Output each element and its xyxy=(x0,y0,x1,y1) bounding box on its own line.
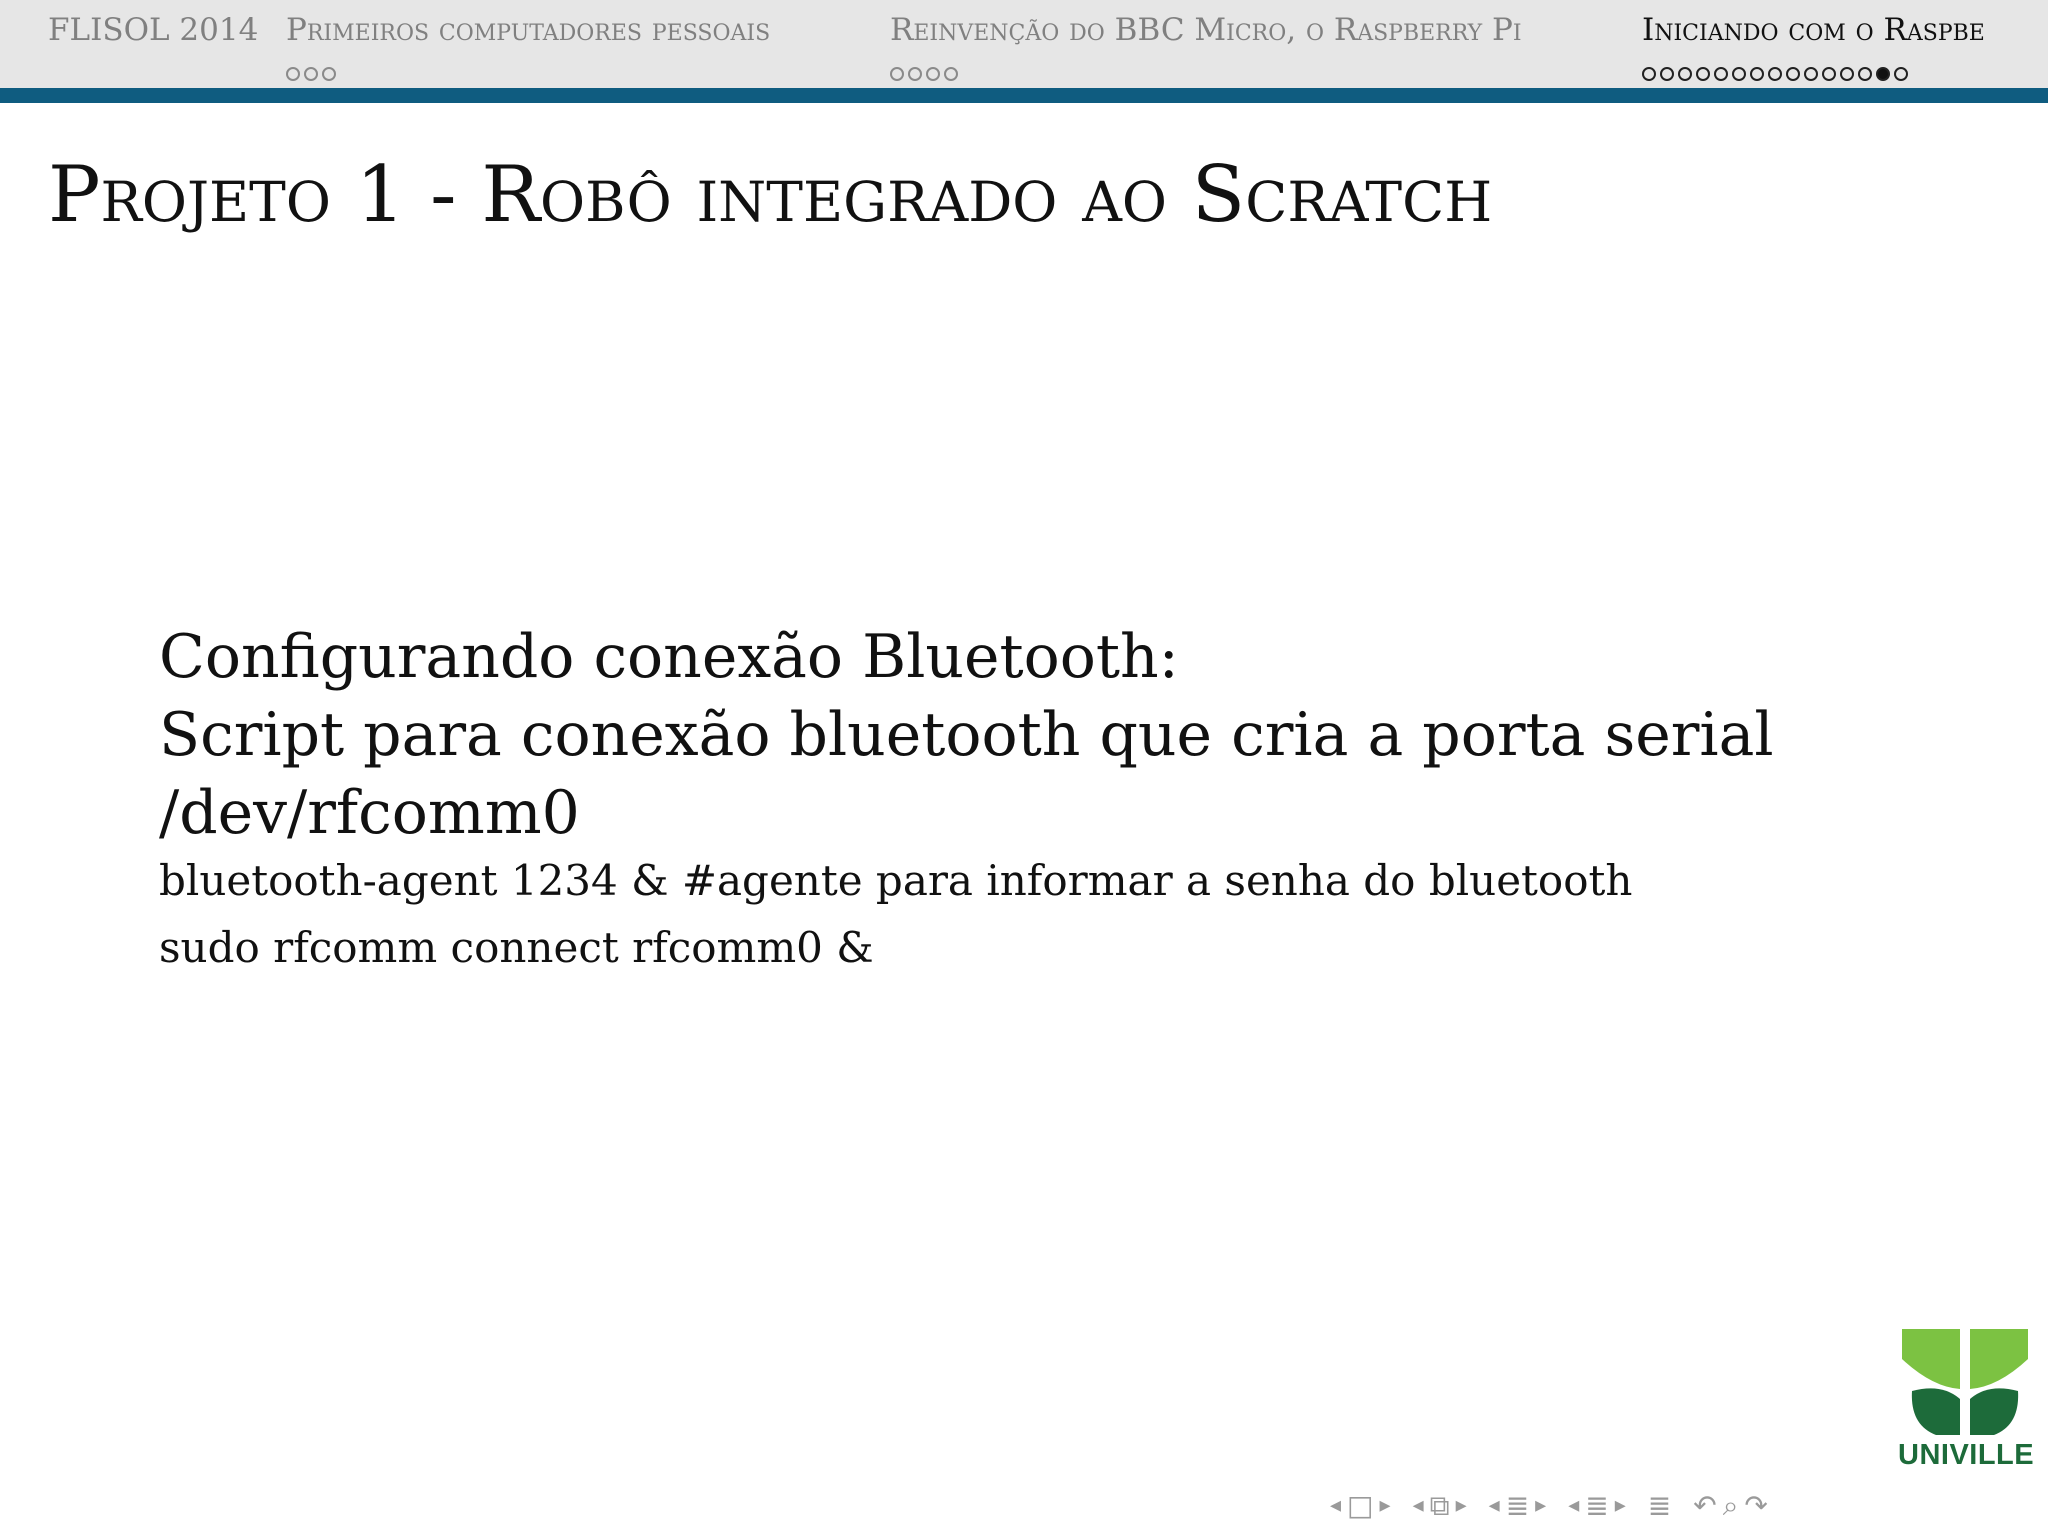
nav-section-label[interactable]: FLISOL 2014 xyxy=(48,12,259,48)
slide-dot[interactable] xyxy=(1642,67,1656,81)
arrow-right-icon[interactable]: ▸ xyxy=(1614,1493,1626,1518)
header-navigation xyxy=(0,0,2048,88)
nav-section-primeiros[interactable] xyxy=(286,10,770,74)
univille-logo xyxy=(1898,1325,2035,1472)
slide-dot[interactable] xyxy=(890,67,904,81)
arrow-right-icon[interactable]: ▸ xyxy=(1535,1493,1547,1518)
slide-dot[interactable] xyxy=(286,67,300,81)
section-icon[interactable]: ≣ xyxy=(1505,1489,1530,1522)
arrow-right-icon[interactable]: ▸ xyxy=(1455,1493,1467,1518)
slide-dot[interactable] xyxy=(1696,67,1710,81)
nav-section-iniciando[interactable] xyxy=(1642,10,1985,74)
command-line: bluetooth-agent 1234 & #agente para informar a senha do bluetooth xyxy=(159,856,1633,905)
current-slide-dot[interactable] xyxy=(1876,67,1890,81)
logo-text: UNIVILLE xyxy=(1898,1439,2035,1471)
slide-dot[interactable] xyxy=(908,67,922,81)
slide-dot[interactable] xyxy=(1858,67,1872,81)
body-line: Script para conexão bluetooth que cria a porta serial xyxy=(159,700,1774,770)
slide-dot[interactable] xyxy=(1804,67,1818,81)
header-divider-bar xyxy=(0,88,2048,103)
forward-icon[interactable]: ↷ xyxy=(1744,1489,1768,1522)
body-line: Configurando conexão Bluetooth: xyxy=(159,622,1179,692)
slide-dot[interactable] xyxy=(944,67,958,81)
nav-slide-dots xyxy=(890,54,1522,74)
slide-title: Projeto 1 - Robô integrado ao Scratch xyxy=(48,150,1493,240)
subsection-icon[interactable]: ⧉ xyxy=(1429,1489,1450,1522)
slide-dot[interactable] xyxy=(1660,67,1674,81)
nav-section-label[interactable]: Primeiros computadores pessoais xyxy=(286,12,771,48)
beamer-navigation-controls xyxy=(1330,1488,1774,1524)
slide-dot[interactable] xyxy=(1894,67,1908,81)
slide-content xyxy=(159,618,1979,986)
frame-icon[interactable]: □ xyxy=(1347,1489,1374,1522)
arrow-left-icon[interactable]: ◂ xyxy=(1488,1493,1500,1518)
command-line: sudo rfcomm connect rfcomm0 & xyxy=(159,923,874,972)
nav-section-label[interactable]: Iniciando com o Raspbe xyxy=(1642,12,1985,48)
slide-dot[interactable] xyxy=(1768,67,1782,81)
back-icon[interactable]: ↶ xyxy=(1693,1489,1717,1522)
arrow-left-icon[interactable]: ◂ xyxy=(1412,1493,1424,1518)
body-line: /dev/rfcomm0 xyxy=(159,778,580,848)
slide-dot[interactable] xyxy=(1750,67,1764,81)
slide-dot[interactable] xyxy=(1786,67,1800,81)
appendix-icon[interactable]: ≣ xyxy=(1647,1489,1672,1522)
document-icon[interactable]: ≣ xyxy=(1585,1489,1609,1522)
arrow-left-icon[interactable]: ◂ xyxy=(1568,1493,1580,1518)
slide-dot[interactable] xyxy=(1840,67,1854,81)
slide-dot[interactable] xyxy=(304,67,318,81)
slide-dot[interactable] xyxy=(1678,67,1692,81)
arrow-right-icon[interactable]: ▸ xyxy=(1379,1493,1391,1518)
univille-logo-icon xyxy=(1898,1325,2032,1437)
nav-section-flisol[interactable] xyxy=(48,10,258,50)
nav-slide-dots xyxy=(1642,54,1985,74)
slide-dot[interactable] xyxy=(1822,67,1836,81)
nav-section-reinvencao[interactable] xyxy=(890,10,1522,74)
slide-dot[interactable] xyxy=(1714,67,1728,81)
slide-dot[interactable] xyxy=(1732,67,1746,81)
slide-dot[interactable] xyxy=(322,67,336,81)
nav-section-label[interactable]: Reinvenção do BBC Micro, o Raspberry Pi xyxy=(890,12,1522,48)
arrow-left-icon[interactable]: ◂ xyxy=(1330,1493,1342,1518)
search-icon[interactable]: ⌕ xyxy=(1722,1489,1739,1522)
nav-slide-dots xyxy=(286,54,770,74)
slide-dot[interactable] xyxy=(926,67,940,81)
